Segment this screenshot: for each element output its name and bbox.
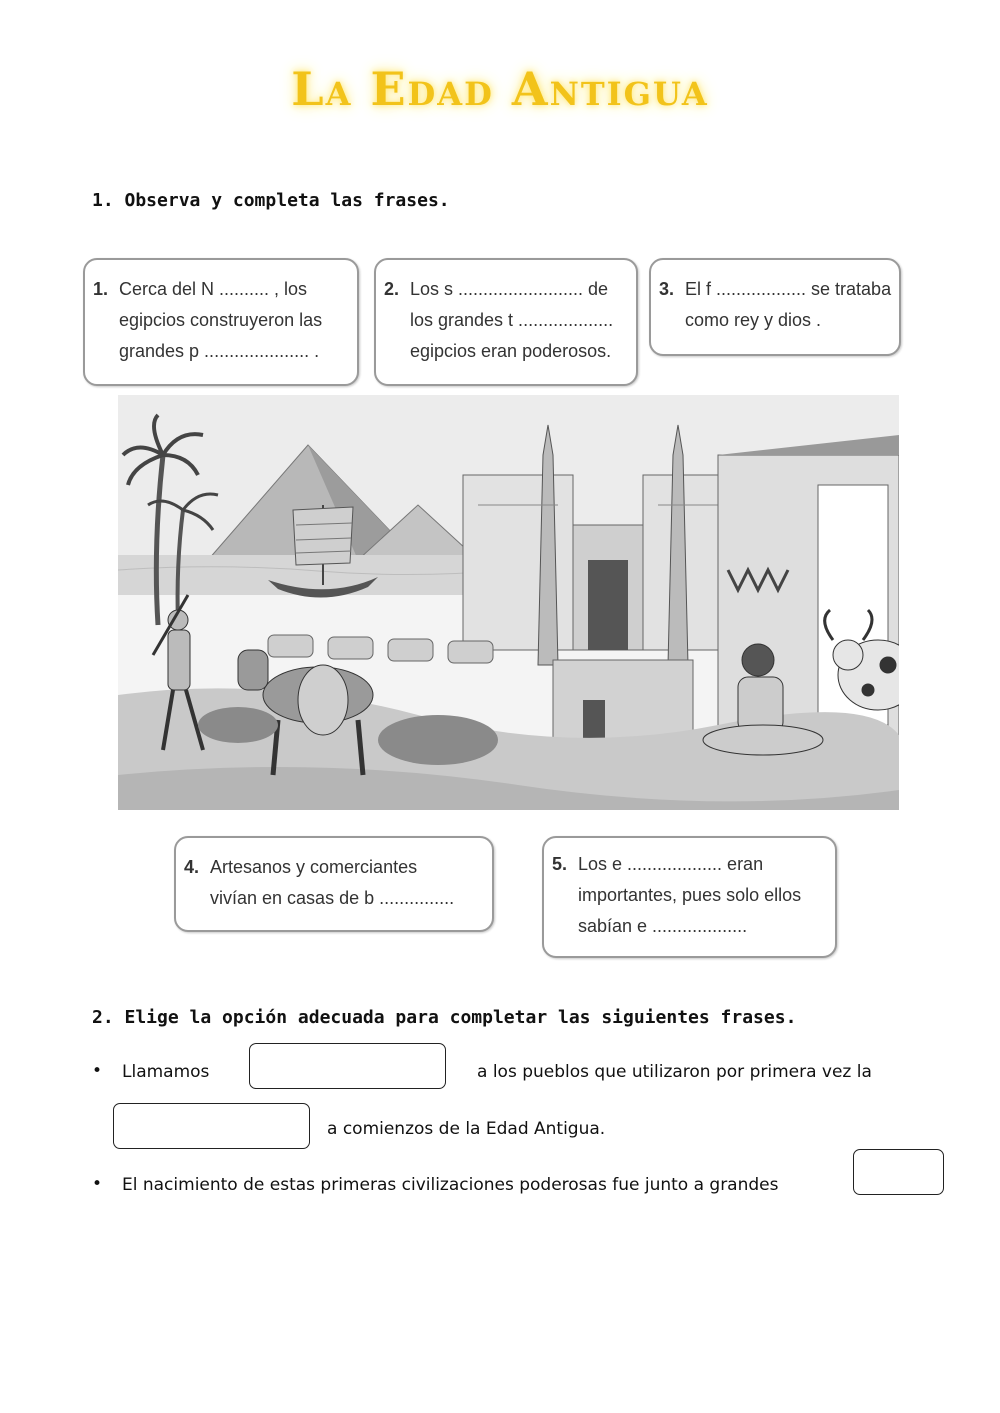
box-line: Cerca del N .......... , los <box>119 279 308 299</box>
answer-dropdown-2[interactable] <box>113 1103 310 1149</box>
sentence-text: a los pueblos que utilizaron por primera vez la <box>477 1062 872 1082</box>
box-line: sabían e ................... <box>578 916 748 936</box>
sentence-box-5 <box>542 836 837 958</box>
sentence-text: Llamamos <box>122 1062 210 1082</box>
page-title: La Edad Antigua <box>291 62 709 116</box>
box-line: los grandes t ................... <box>410 310 614 330</box>
box-line: egipcios construyeron las <box>119 310 323 330</box>
sentence-box-4 <box>174 836 494 932</box>
exercise-2-heading: 2. Elige la opción adecuada para completar las siguientes frases. <box>92 1007 797 1028</box>
sentence-text: El nacimiento de estas primeras civilizaciones poderosas fue junto a grandes <box>122 1175 779 1195</box>
sentence-box-3 <box>649 258 901 356</box>
answer-dropdown-3[interactable] <box>853 1149 944 1195</box>
box-line: como rey y dios . <box>685 310 822 330</box>
sentence-box-1 <box>83 258 359 386</box>
box-number: 5. <box>552 854 568 874</box>
egypt-scene-illustration <box>118 395 899 810</box>
box-number: 4. <box>184 857 200 877</box>
box-line: egipcios eran poderosos. <box>410 341 612 361</box>
bullet-icon: • <box>92 1174 103 1194</box>
box-line: vivían en casas de b ............... <box>210 888 455 908</box>
exercise-1-heading: 1. Observa y completa las frases. <box>92 190 450 211</box>
box-line: importantes, pues solo ellos <box>578 885 802 905</box>
box-line: grandes p ..................... . <box>119 341 320 361</box>
box-line: El f .................. se trataba <box>685 279 892 299</box>
box-number: 2. <box>384 279 400 299</box>
box-number: 1. <box>93 279 109 299</box>
sentence-text: a comienzos de la Edad Antigua. <box>327 1119 606 1139</box>
box-line: Los s ......................... de <box>410 279 609 299</box>
answer-dropdown-1[interactable] <box>249 1043 446 1089</box>
sentence-box-2 <box>374 258 638 386</box>
bullet-icon: • <box>92 1061 103 1081</box>
box-line: Los e ................... eran <box>578 854 764 874</box>
box-number: 3. <box>659 279 675 299</box>
box-line: Artesanos y comerciantes <box>210 857 418 877</box>
